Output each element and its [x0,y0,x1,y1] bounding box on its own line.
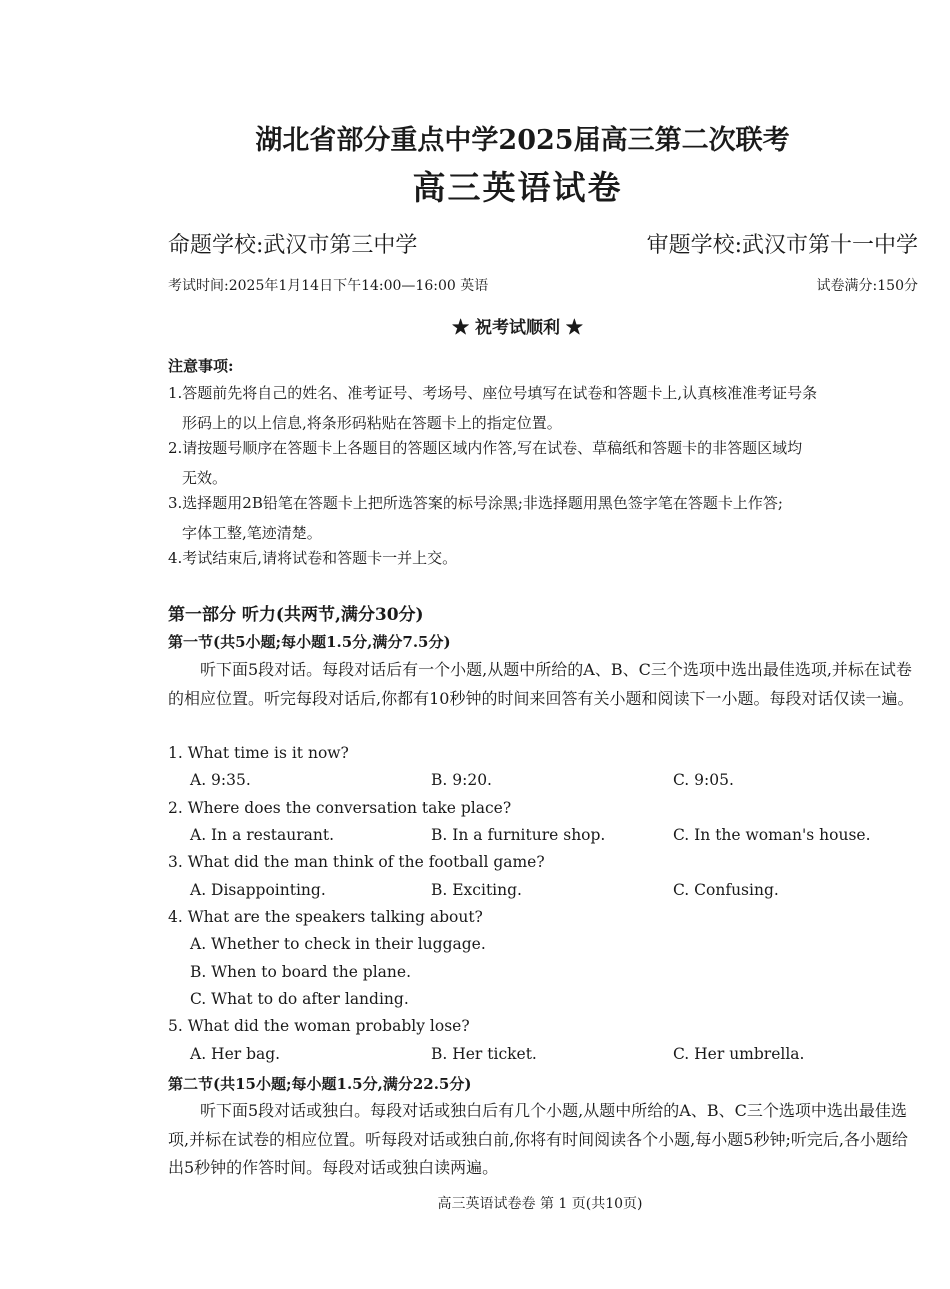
note-line: 1.答题前先将自己的姓名、准考证号、考场号、座位号填写在试卷和答题卡上,认真核准准考证号条 [168,384,818,402]
full-score: 试卷满分:150分 [816,278,918,294]
q3-option-c: C. Confusing. [673,881,779,899]
question-2: 2. Where does the conversation take place? [168,799,512,817]
q5-option-c: C. Her umbrella. [673,1045,805,1063]
q5-option-b: B. Her ticket. [431,1045,537,1063]
q1-option-b: B. 9:20. [431,771,492,789]
part1-title: 第一部分 听力(共两节,满分30分) [168,605,424,625]
page-footer: 高三英语试卷卷 第 1 页(共10页) [437,1196,643,1212]
paper-title: 高三英语试卷 [412,168,623,207]
q1-option-a: A. 9:35. [190,771,251,789]
q4-option-a: A. Whether to check in their luggage. [190,935,486,953]
note-line-cont: 字体工整,笔迹清楚。 [182,524,322,542]
q4-option-c: C. What to do after landing. [190,990,409,1008]
setter-school: 命题学校:武汉市第三中学 [168,233,418,258]
note-line-cont: 形码上的以上信息,将条形码粘贴在答题卡上的指定位置。 [182,414,562,432]
question-4: 4. What are the speakers talking about? [168,908,483,926]
section2-instructions: 听下面5段对话或独白。每段对话或独白后有几个小题,从题中所给的A、B、C三个选项中选出最佳选项,并标在试卷的相应位置。听每段对话或独白前,你将有时间阅读各个小题,每小题5秒钟;听完后,各小题给出5秒钟的作答时间。每段对话或独白读两遍。 [168,1101,908,1177]
q4-option-b: B. When to board the plane. [190,963,411,981]
q3-option-a: A. Disappointing. [190,881,326,899]
note-item [168,378,928,438]
reviewer-school: 审题学校:武汉市第十一中学 [646,233,918,258]
note-item [168,488,928,548]
question-1: 1. What time is it now? [168,744,349,762]
note-line: 3.选择题用2B铅笔在答题卡上把所选答案的标号涂黑;非选择题用黑色签字笔在答题卡上作答; [168,494,783,512]
note-line-cont: 无效。 [182,469,228,487]
q3-option-b: B. Exciting. [431,881,522,899]
note-item [168,543,928,573]
blessing-banner: ★ 祝考试顺利 ★ [452,318,583,338]
notes-title: 注意事项: [168,357,234,375]
q1-option-c: C. 9:05. [673,771,734,789]
exam-title: 湖北省部分重点中学2025届高三第二次联考 [255,125,790,156]
section1-instructions: 听下面5段对话。每段对话后有一个小题,从题中所给的A、B、C三个选项中选出最佳选项,并标在试卷的相应位置。听完每段对话后,你都有10秒钟的时间来回答有关小题和阅读下一小题。每段对话仅读一遍。 [168,660,914,708]
q5-option-a: A. Her bag. [190,1045,281,1063]
note-item [168,433,928,493]
question-5: 5. What did the woman probably lose? [168,1017,470,1035]
note-line: 4.考试结束后,请将试卷和答题卡一并上交。 [168,549,458,567]
section1-title: 第一节(共5小题;每小题1.5分,满分7.5分) [168,633,451,651]
exam-time: 考试时间:2025年1月14日下午14:00—16:00 英语 [168,278,489,294]
q2-option-a: A. In a restaurant. [190,826,335,844]
q2-option-c: C. In the woman's house. [673,826,871,844]
note-line: 2.请按题号顺序在答题卡上各题目的答题区域内作答,写在试卷、草稿纸和答题卡的非答题区域均 [168,439,803,457]
question-3: 3. What did the man think of the football game? [168,853,545,871]
section2-title: 第二节(共15小题;每小题1.5分,满分22.5分) [168,1075,472,1093]
q2-option-b: B. In a furniture shop. [431,826,606,844]
